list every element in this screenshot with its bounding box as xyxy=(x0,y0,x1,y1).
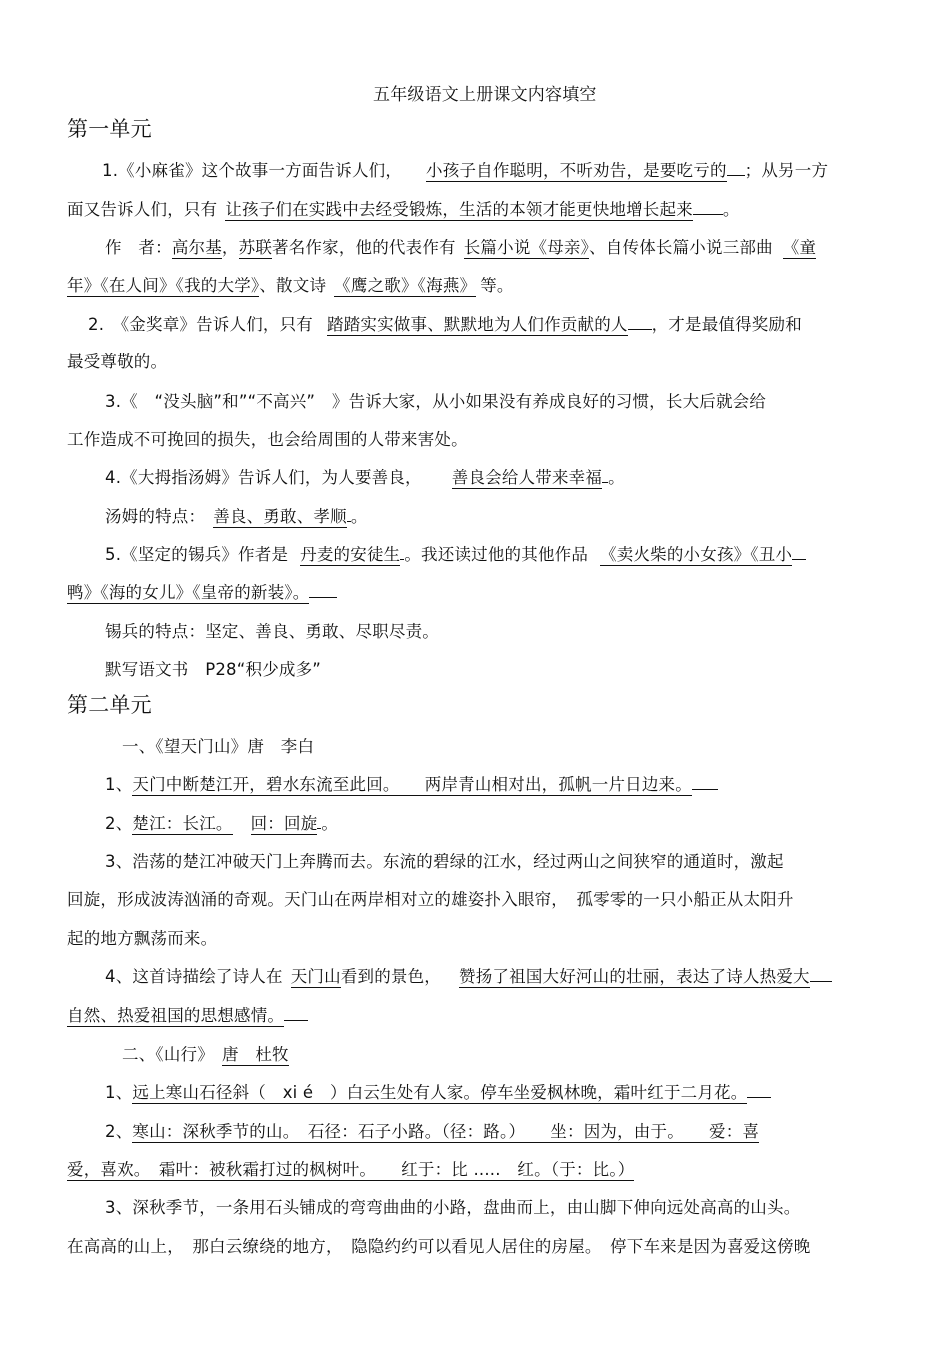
poem-2-text: 远上寒山石径斜（ xi é ）白云生处有人家。停车坐爱枫林晚，霜叶红于二月花。 xyxy=(132,1083,748,1102)
q1-line-1 xyxy=(102,160,828,182)
poem-1-line-3b: 回旋，形成波涛汹涌的奇观。天门山在两岸相对立的雄姿扑入眼帘， 孤零零的一只小船正从太阳升 xyxy=(67,890,794,909)
author-work-1: 长篇小说《母亲》 xyxy=(463,238,590,257)
q5-answer-2b: 鸭》《海的女儿》《皇帝的新装》。 xyxy=(67,583,310,602)
q5-answer-2a: 《卖火柴的小女孩》《丑小 xyxy=(600,545,793,564)
poem-1-note-1: 楚江：长江。 xyxy=(132,814,233,833)
poem-2-line-3a: 3、深秋季节，一条用石头铺成的弯弯曲曲的小路，盘曲而上，由山脚下伸向远处高高的山头。 xyxy=(105,1198,801,1217)
poem-1-line-1 xyxy=(105,774,718,796)
poem-2-title-text: 二、《山行》 xyxy=(122,1045,214,1064)
q5-answer-1: 丹麦的安徒生 xyxy=(300,545,401,564)
q3-line-1: 3.《 “没头脑”和”“不高兴” 》告诉大家，从小如果没有养成良好的习惯，长大后就会给 xyxy=(105,392,767,411)
author-text: 著名作家，他的代表作有 xyxy=(272,238,456,257)
poem-1-line-4b xyxy=(67,1005,308,1027)
poem-1-title: 一、《望天门山》唐 李白 xyxy=(122,737,315,756)
author-work-3: 《鹰之歌》《海燕》 xyxy=(334,276,477,295)
q2-answer: 踏踏实实做事、默默地为人们作贡献的人 xyxy=(327,315,628,334)
poem-2-notes-1: 寒山：深秋季节的山。 石径：石子小路。（径：路。） 坐：因为，由于。 爱：喜 xyxy=(132,1122,760,1141)
author-line-2 xyxy=(67,275,514,297)
q1-text: 1.《小麻雀》这个故事一方面告诉人们， xyxy=(102,161,403,180)
poem-1-line-3c: 起的地方飘荡而来。 xyxy=(67,929,218,948)
author-name: 高尔基 xyxy=(171,238,222,257)
poem-2-line-1 xyxy=(105,1082,771,1104)
unit-1-heading: 第一单元 xyxy=(67,117,152,141)
poem-2-notes-2: 爱，喜欢。 霜叶：被秋霜打过的枫树叶。 红于：比 ..... 红。（于：比。） xyxy=(67,1160,635,1179)
poem-1-q4-answer-2a: 赞扬了祖国大好河山的壮丽，表达了诗人热爱大 xyxy=(459,967,810,986)
tom-traits-answer: 善良、勇敢、孝顺 xyxy=(213,507,347,526)
poem-1-q4-answer-2b: 自然、热爱祖国的思想感情。 xyxy=(67,1006,285,1025)
q1-end: 。 xyxy=(722,200,740,219)
poem-1-line-4a xyxy=(105,966,832,988)
q4-text: 4.《大拇指汤姆》告诉人们，为人要善良， xyxy=(105,468,422,487)
poem-2-line-3b: 在高高的山上， 那白云缭绕的地方， 隐隐约约可以看见人居住的房屋。 停下车来是因为喜爱这傍晚 xyxy=(67,1237,811,1256)
poem-1-num-1: 1、 xyxy=(105,775,133,794)
q1-text-2: ；从另一方 xyxy=(744,161,829,180)
q3-line-2: 工作造成不可挽回的损失，也会给周围的人带来害处。 xyxy=(67,430,468,449)
author-text-3: 、散文诗 xyxy=(259,276,327,295)
unit-2-heading: 第二单元 xyxy=(67,693,152,717)
document-title: 五年级语文上册课文内容填空 xyxy=(373,85,597,105)
q5-line-1 xyxy=(105,544,806,566)
author-end: 等。 xyxy=(480,276,514,295)
q2-line-2: 最受尊敬的。 xyxy=(67,352,168,371)
poem-2-title xyxy=(122,1044,289,1066)
author-work-2a: 《童 xyxy=(782,238,817,257)
q1-answer-2: 让孩子们在实践中去经受锻炼，生活的本领才能更快地增长起来 xyxy=(225,200,693,219)
tom-traits-label: 汤姆的特点： xyxy=(105,507,206,526)
author-text-2: 、自传体长篇小说三部曲 xyxy=(589,238,773,257)
poem-2-author: 唐 杜牧 xyxy=(221,1045,289,1064)
author-country: 苏联 xyxy=(238,238,273,257)
q2-line-1 xyxy=(88,314,802,336)
q1-line-2 xyxy=(67,199,740,221)
poem-1-q4-text: 4、这首诗描绘了诗人在 xyxy=(105,967,283,986)
author-label: 作 者： xyxy=(105,238,172,257)
poem-1-line-2 xyxy=(105,813,338,835)
poem-1-text: 天门中断楚江开，碧水东流至此回。 两岸青山相对出，孤帆一片日边来。 xyxy=(132,775,692,794)
q5-text: 5.《坚定的锡兵》作者是 xyxy=(105,545,289,564)
author-work-2b: 年》《在人间》《我的大学》 xyxy=(67,276,260,295)
poem-2-line-2a xyxy=(105,1121,759,1143)
poem-1-line-3a: 3、浩荡的楚江冲破天门上奔腾而去。东流的碧绿的江水，经过两山之间狭窄的通道时，激起 xyxy=(105,852,784,871)
q2-text: 2. 《金奖章》告诉人们，只有 xyxy=(88,315,313,334)
q5-line-2 xyxy=(67,582,337,604)
soldier-traits: 锡兵的特点：坚定、善良、勇敢、尽职尽责。 xyxy=(105,622,439,641)
poem-1-num-2: 2、 xyxy=(105,814,133,833)
q4-end: 。 xyxy=(608,468,625,487)
q4-line-1 xyxy=(105,467,625,489)
q1-text-3: 面又告诉人们，只有 xyxy=(67,200,218,219)
poem-1-q4-text-2: 看到的景色， xyxy=(340,967,442,986)
q2-text-2: ，才是最值得奖励和 xyxy=(651,315,802,334)
q5-text-2: 。我还读过他的其他作品 xyxy=(404,545,589,564)
poem-2-num-2: 2、 xyxy=(105,1122,133,1141)
poem-1-note-end: 。 xyxy=(321,814,339,833)
author-comma: ， xyxy=(221,238,239,257)
dictation-note: 默写语文书 P28“积少成多” xyxy=(105,660,322,679)
author-line-1 xyxy=(105,237,816,259)
q4-line-2 xyxy=(105,506,368,528)
poem-2-line-2b xyxy=(67,1159,634,1181)
poem-1-note-2: 回：回旋 xyxy=(250,814,318,833)
q1-answer-1: 小孩子自作聪明，不听劝告，是要吃亏的 xyxy=(426,161,727,180)
poem-1-q4-answer-1: 天门山 xyxy=(290,967,341,986)
tom-traits-end: 。 xyxy=(350,507,368,526)
poem-2-num-1: 1、 xyxy=(105,1083,133,1102)
q4-answer: 善良会给人带来幸福 xyxy=(451,468,603,487)
